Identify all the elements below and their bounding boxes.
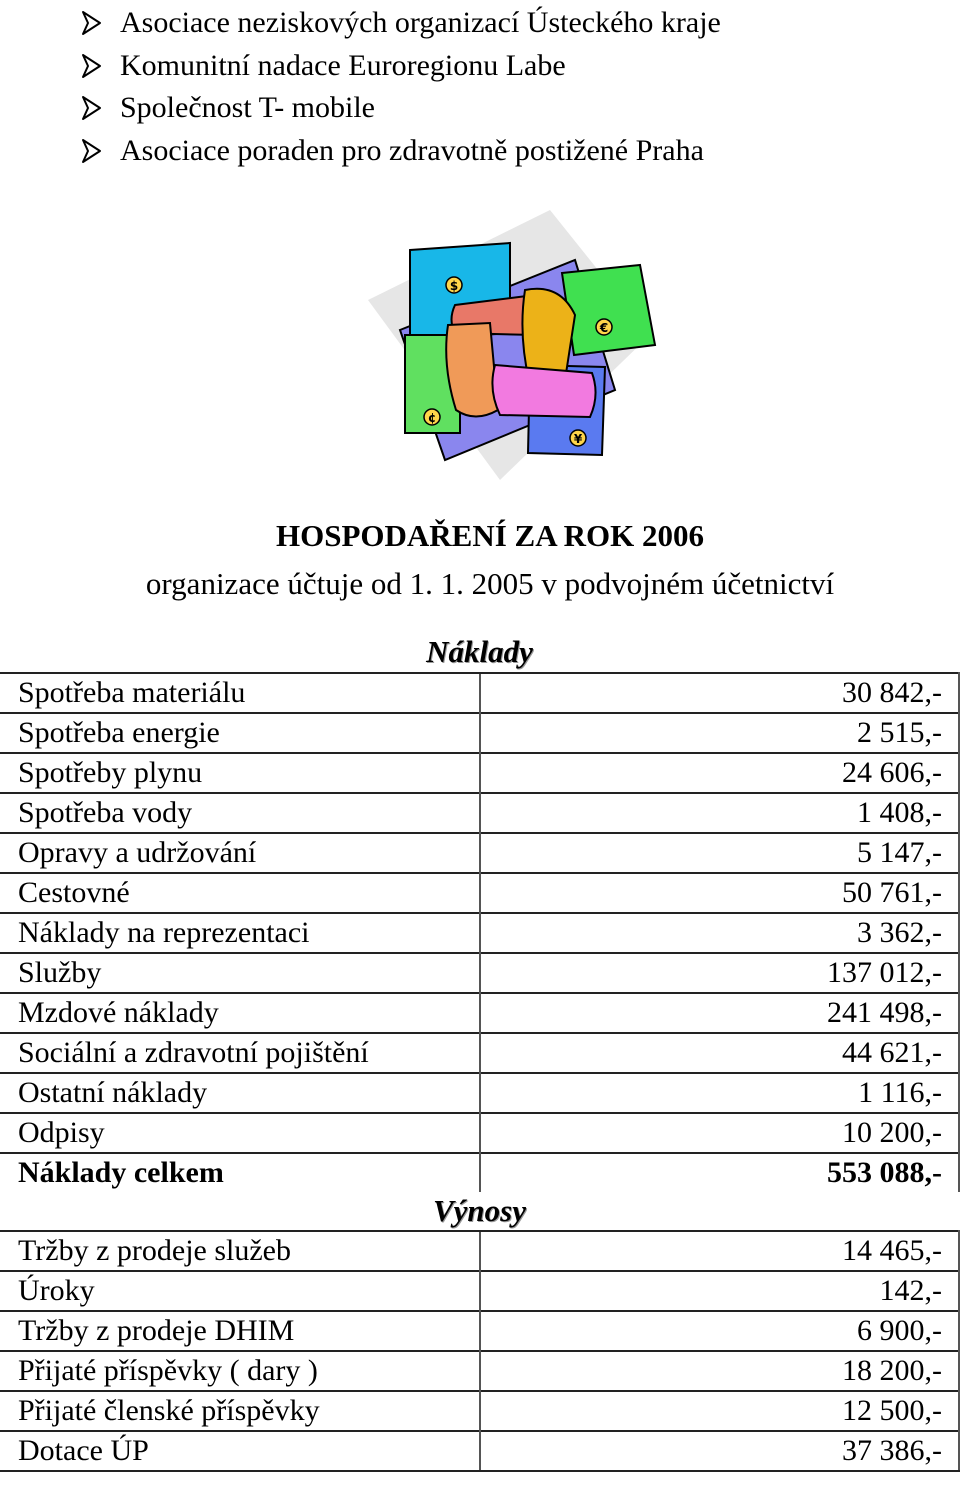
costs-heading-row — [0, 633, 959, 673]
table-row — [0, 1431, 959, 1471]
row-label: Ostatní náklady — [0, 1073, 480, 1113]
supporter-name: Asociace poraden pro zdravotně postižené Praha — [120, 133, 704, 167]
row-value: 10 200,- — [480, 1113, 960, 1153]
row-label: Přijaté příspěvky ( dary ) — [0, 1351, 480, 1391]
row-label: Tržby z prodeje DHIM — [0, 1311, 480, 1351]
table-row — [0, 713, 959, 753]
supporter-name: Společnost T- mobile — [120, 91, 375, 125]
table-row — [0, 1113, 959, 1153]
row-label: Spotřeby plynu — [0, 753, 480, 793]
row-label: Dotace ÚP — [0, 1431, 480, 1471]
arrow-bullet-icon — [78, 95, 104, 121]
row-value: 2 515,- — [480, 713, 960, 753]
row-value: 137 012,- — [480, 953, 960, 993]
revenues-heading-row — [0, 1192, 959, 1232]
supporter-item — [78, 130, 721, 173]
row-value: 30 842,- — [480, 673, 960, 713]
table-row — [0, 1311, 959, 1351]
supporter-item — [78, 45, 721, 88]
supporters-list — [78, 2, 721, 172]
row-label: Služby — [0, 953, 480, 993]
row-label: Odpisy — [0, 1113, 480, 1153]
costs-total-row — [0, 1153, 959, 1192]
cent-symbol: ¢ — [427, 411, 437, 425]
financial-table — [0, 633, 960, 1472]
table-row — [0, 873, 959, 913]
row-value: 44 621,- — [480, 1033, 960, 1073]
row-value: 37 386,- — [480, 1431, 960, 1471]
arrow-bullet-icon — [78, 53, 104, 79]
table-row — [0, 673, 959, 713]
row-value: 1 408,- — [480, 793, 960, 833]
table-row — [0, 1073, 959, 1113]
costs-total-value: 553 088,- — [480, 1153, 960, 1192]
row-value: 3 362,- — [480, 913, 960, 953]
row-value: 6 900,- — [480, 1311, 960, 1351]
row-value: 14 465,- — [480, 1231, 960, 1271]
row-label: Úroky — [0, 1271, 480, 1311]
euro-symbol: € — [599, 321, 609, 335]
costs-total-label: Náklady celkem — [0, 1153, 480, 1192]
row-value: 12 500,- — [480, 1391, 960, 1431]
row-label: Mzdové náklady — [0, 993, 480, 1033]
row-label: Opravy a udržování — [0, 833, 480, 873]
row-label: Přijaté členské příspěvky — [0, 1391, 480, 1431]
arrow-bullet-icon — [78, 10, 104, 36]
row-label: Spotřeba materiálu — [0, 673, 480, 713]
table-row — [0, 833, 959, 873]
row-value: 24 606,- — [480, 753, 960, 793]
table-row — [0, 1231, 959, 1271]
page-subtitle: organizace účtuje od 1. 1. 2005 v podvojném účetnictví — [145, 566, 835, 601]
dollar-symbol: $ — [449, 279, 459, 293]
row-value: 241 498,- — [480, 993, 960, 1033]
row-label: Tržby z prodeje služeb — [0, 1231, 480, 1271]
supporter-item — [78, 2, 721, 45]
table-row — [0, 1351, 959, 1391]
costs-heading: Náklady — [426, 634, 533, 670]
yen-symbol: ¥ — [573, 432, 583, 446]
row-value: 1 116,- — [480, 1073, 960, 1113]
table-row — [0, 993, 959, 1033]
table-row — [0, 1391, 959, 1431]
hands-money-icon — [360, 205, 670, 490]
row-label: Cestovné — [0, 873, 480, 913]
row-label: Náklady na reprezentaci — [0, 913, 480, 953]
supporter-item — [78, 87, 721, 130]
row-label: Spotřeba vody — [0, 793, 480, 833]
row-value: 18 200,- — [480, 1351, 960, 1391]
table-row — [0, 1271, 959, 1311]
table-row — [0, 913, 959, 953]
table-row — [0, 793, 959, 833]
row-label: Sociální a zdravotní pojištění — [0, 1033, 480, 1073]
supporter-name: Komunitní nadace Euroregionu Labe — [120, 48, 566, 82]
row-label: Spotřeba energie — [0, 713, 480, 753]
table-row — [0, 1033, 959, 1073]
revenues-heading: Výnosy — [433, 1192, 526, 1228]
table-row — [0, 953, 959, 993]
row-value: 50 761,- — [480, 873, 960, 913]
table-row — [0, 753, 959, 793]
arrow-bullet-icon — [78, 138, 104, 164]
row-value: 5 147,- — [480, 833, 960, 873]
page-title: HOSPODAŘENÍ ZA ROK 2006 — [275, 518, 705, 553]
supporter-name: Asociace neziskových organizací Ústeckého kraje — [120, 6, 721, 40]
row-value: 142,- — [480, 1271, 960, 1311]
